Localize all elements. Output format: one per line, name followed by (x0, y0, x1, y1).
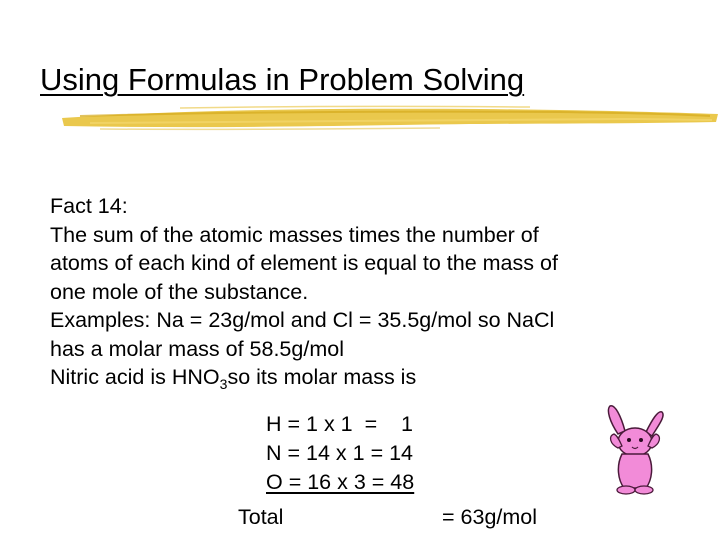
nitric-subscript: 3 (219, 376, 228, 392)
oxygen-line: O = 16 x 3 = 48 (266, 470, 415, 494)
nitric-acid-line (50, 363, 558, 394)
total-label: Total (238, 505, 284, 529)
fact-line-3: one mole of the substance. (50, 279, 309, 304)
total-value: = 63g/mol (442, 505, 538, 529)
fact-line-2: atoms of each kind of element is equal to the mass of (50, 251, 558, 275)
fact-line-1: The sum of the atomic masses times the number of (50, 222, 539, 247)
slide-title: Using Formulas in Problem Solving (40, 62, 525, 97)
fact-label: Fact 14: (50, 194, 128, 218)
body-text (50, 192, 558, 394)
nitric-prefix: Nitric acid is HNO (50, 365, 220, 389)
nitric-suffix: so its molar mass is (227, 365, 417, 389)
hydrogen-line: H = 1 x 1 = 1 (266, 412, 413, 436)
examples-line-2: has a molar mass of 58.5g/mol (50, 336, 344, 361)
examples-line-1: Examples: Na = 23g/mol and Cl = 35.5g/mol so NaCl (50, 308, 555, 332)
pink-bunny-icon (596, 404, 674, 496)
yellow-brush-stroke (60, 104, 720, 134)
nitrogen-line: N = 14 x 1 = 14 (266, 441, 414, 465)
